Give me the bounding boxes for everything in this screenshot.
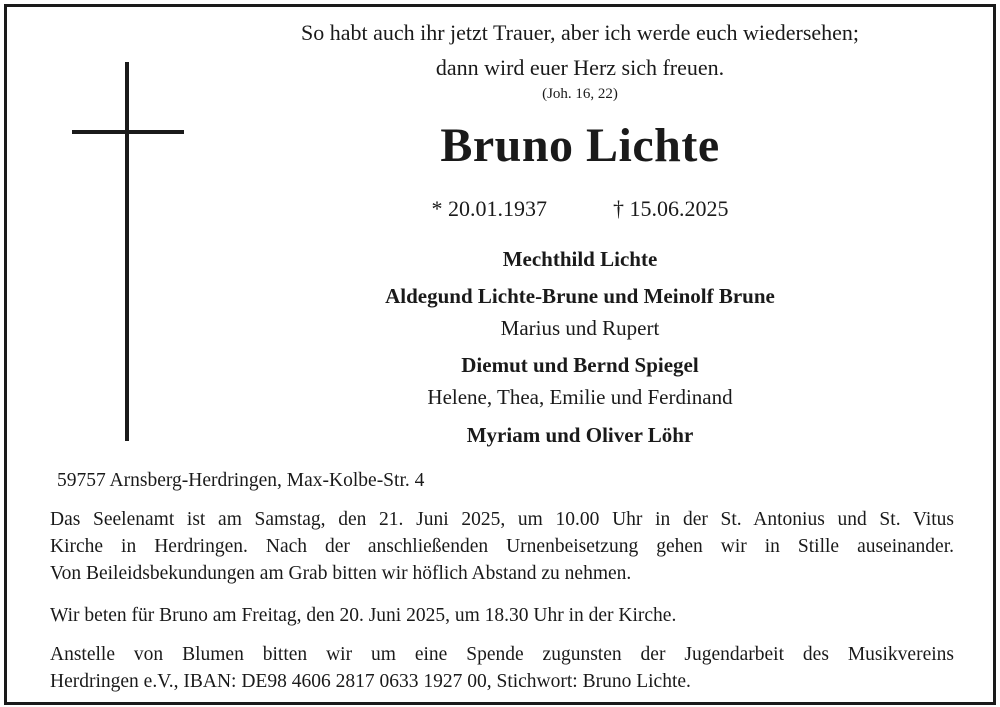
donation-paragraph <box>50 641 954 695</box>
donation-line-1: Anstelle von Blumen bitten wir um eine Spende zugunsten der Jugendarbeit des Musikvereins <box>50 644 954 665</box>
verse-reference: (Joh. 16, 22) <box>542 86 618 102</box>
mourner-1: Mechthild Lichte <box>502 247 658 271</box>
mourner-3-children: Helene, Thea, Emilie und Ferdinand <box>427 385 733 409</box>
prayer-paragraph: Wir beten für Bruno am Freitag, den 20. Juni 2025, um 18.30 Uhr in der Kirche. <box>50 605 677 626</box>
death-date: † 15.06.2025 <box>613 196 729 221</box>
deceased-name: Bruno Lichte <box>440 119 720 172</box>
verse-line-1: So habt auch ihr jetzt Trauer, aber ich werde euch wiedersehen; <box>300 20 860 45</box>
cross-icon-crossbar <box>72 130 184 134</box>
cross-icon <box>125 62 129 441</box>
life-dates <box>180 196 980 222</box>
mourner-2-children: Marius und Rupert <box>500 316 660 340</box>
service-line-2: Kirche in Herdringen. Nach der anschließenden Urnenbeisetzung gehen wir in Stille auseinander. <box>50 536 954 557</box>
service-paragraph <box>50 506 954 587</box>
mourner-4: Myriam und Oliver Löhr <box>466 423 694 447</box>
mourner-2: Aldegund Lichte-Brune und Meinolf Brune <box>385 284 775 308</box>
donation-line-2: Herdringen e.V., IBAN: DE98 4606 2817 0633 1927 00, Stichwort: Bruno Lichte. <box>50 671 691 692</box>
service-line-1: Das Seelenamt ist am Samstag, den 21. Juni 2025, um 10.00 Uhr in der St. Antonius und St. Vitus <box>50 509 954 530</box>
address: 59757 Arnsberg-Herdringen, Max-Kolbe-Str. 4 <box>57 470 425 491</box>
service-line-3: Von Beileidsbekundungen am Grab bitten wir höflich Abstand zu nehmen. <box>50 563 632 584</box>
verse-line-2: dann wird euer Herz sich freuen. <box>435 55 725 80</box>
birth-date: * 20.01.1937 <box>431 196 547 221</box>
mourner-3: Diemut und Bernd Spiegel <box>461 353 699 377</box>
